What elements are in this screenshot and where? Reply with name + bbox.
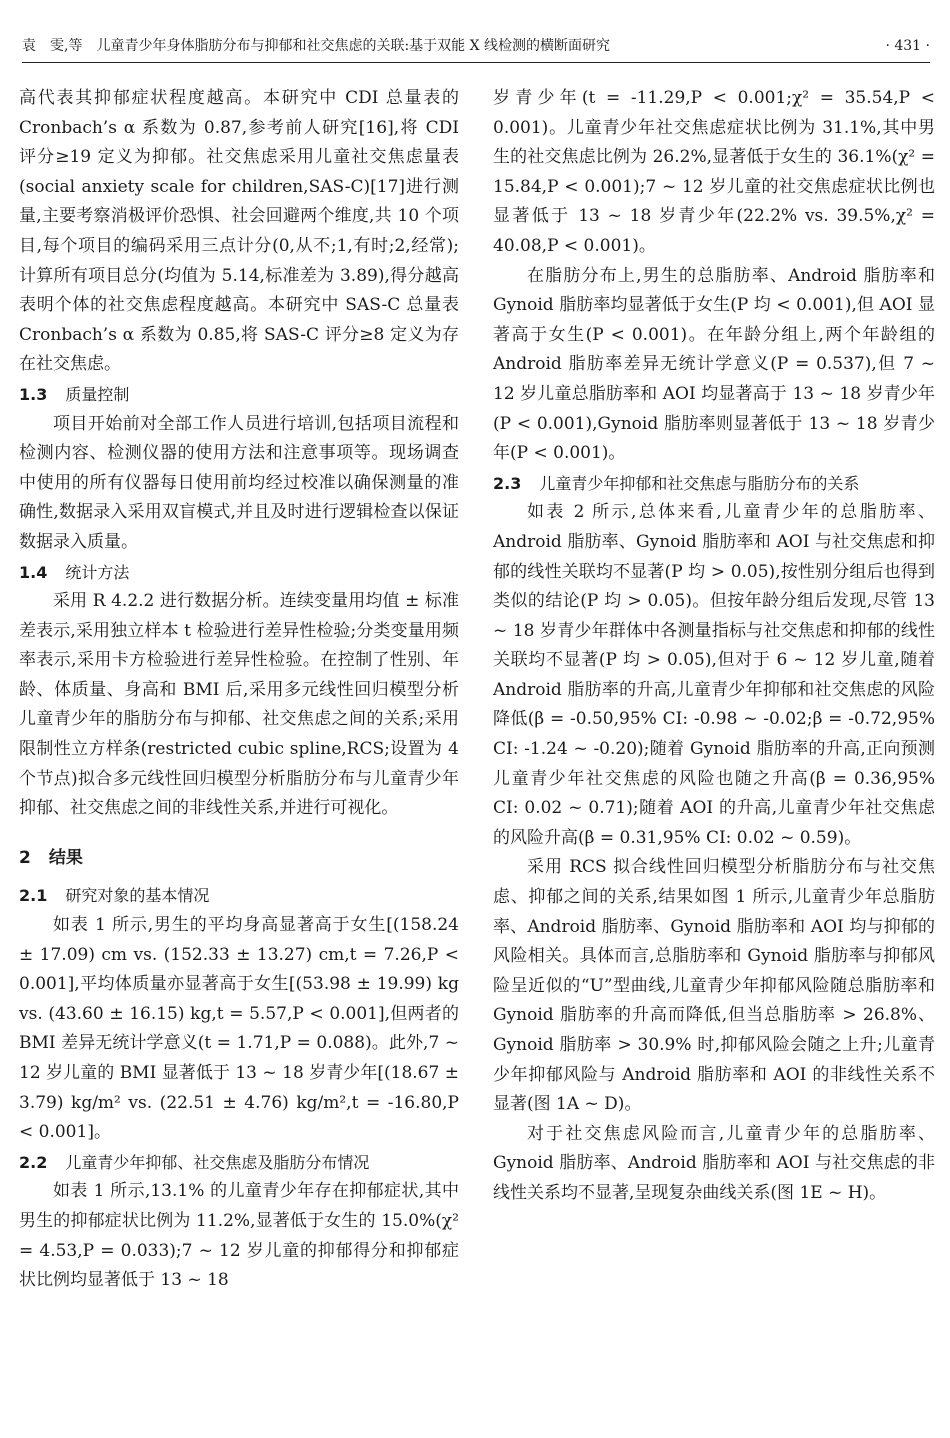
section-heading-2-1 xyxy=(19,881,459,911)
section-number: 2.2 xyxy=(19,1152,48,1172)
section-heading-2-3 xyxy=(493,469,935,499)
running-title: 袁 雯,等 儿童青少年身体脂肪分布与抑郁和社交焦虑的关联:基于双能 X 线检测的横断面研究 xyxy=(22,38,611,54)
paragraph-linear-association: 如表 2 所示,总体来看,儿童青少年的总脂肪率、Android 脂肪率、Gynoid 脂肪率和 AOI 与社交焦虑和抑郁的线性关联均不显著(P 均 > 0.05),按性别分组后也得到类似的结论(P 均 > 0.05)。但按年龄分组后发现,尽管 13 ~ 18 岁青少年群体中各测量指标与社交焦虑和抑郁的线性关联均不显著(P 均 > 0.05),但对于 6 ~ 12 岁儿童,随着 Android 脂肪率的升高,儿童青少年抑郁和社交焦虑的风险降低(β = -0.50,95% CI: -0.98 ~ -0.02;β = -0.72,95% CI: -1.24 ~ -0.20);随着 Gynoid 脂肪率的升高,正向预测儿童青少年社交焦虑的风险也随之升高(β = 0.36,95% CI: 0.02 ~ 0.71);随着 AOI 的升高,儿童青少年社交焦虑的风险升高(β = 0.31,95% CI: 0.02 ~ 0.59)。 xyxy=(493,502,935,848)
section-number: 1.3 xyxy=(19,384,48,404)
right-column xyxy=(493,84,935,1209)
section-number: 2.1 xyxy=(19,886,48,906)
paragraph-cdi-sasc: 高代表其抑郁症状程度越高。本研究中 CDI 总量表的 Cronbach’s α 系数为 0.87,参考前人研究[16],将 CDI 评分≥19 定义为抑郁。社交焦虑采用儿童社交焦虑量表(social anxiety scale for children,SAS-C)[17]进行测量,主要考察消极评价恐惧、社会回避两个维度,共 10 个项目,每个项目的编码采用三点计分(0,从不;1,有时;2,经常);计算所有项目总分(均值为 5.14,标准差为 3.89),得分越高表明个体的社交焦虑程度越高。本研究中 SAS-C 总量表 Cronbach’s α 系数为 0.85,将 SAS-C 评分≥8 定义为存在社交焦虑。 xyxy=(19,88,459,375)
paragraph-basic-info: 如表 1 所示,男生的平均身高显著高于女生[(158.24 ± 17.09) cm vs. (152.33 ± 13.27) cm,t = 7.26,P < 0.001],平均体质量亦显著高于女生[(53.98 ± 19.99) kg vs. (43.60 ± 16.15) kg,t = 5.57,P < 0.001],但两者的 BMI 差异无统计学意义(t = 1.71,P = 0.088)。此外,7 ~ 12 岁儿童的 BMI 显著低于 13 ~ 18 岁青少年[(18.67 ± 3.79) kg/m² vs. (22.51 ± 4.76) kg/m²,t = -16.80,P < 0.001]。 xyxy=(19,915,459,1143)
section-number: 2 xyxy=(19,847,31,868)
left-column xyxy=(19,84,459,1296)
section-heading-1-4 xyxy=(19,558,459,588)
section-title: 儿童青少年抑郁和社交焦虑与脂肪分布的关系 xyxy=(539,473,860,493)
page-header xyxy=(22,36,930,63)
paragraph-quality-control: 项目开始前对全部工作人员进行培训,包括项目流程和检测内容、检测仪器的使用方法和注意事项等。现场调查中使用的所有仪器每日使用前均经过校准以确保测量的准确性,数据录入采用双盲模式,并且及时进行逻辑检查以保证数据录入质量。 xyxy=(19,413,459,552)
section-title: 统计方法 xyxy=(65,562,130,582)
section-title: 结果 xyxy=(48,847,83,868)
section-title: 研究对象的基本情况 xyxy=(65,886,210,906)
paragraph-statistics: 采用 R 4.2.2 进行数据分析。连续变量用均值 ± 标准差表示,采用独立样本 t 检验进行差异性检验;分类变量用频率表示,采用卡方检验进行差异性检验。在控制了性别、年龄、体质量、身高和 BMI 后,采用多元线性回归模型分析儿童青少年的脂肪分布与抑郁、社交焦虑之间的关系;采用限制性立方样条(restricted cubic spline,RCS;设置为 4 个节点)拟合多元线性回归模型分析脂肪分布与儿童青少年抑郁、社交焦虑之间的非线性关系,并进行可视化。 xyxy=(19,591,459,819)
section-number: 1.4 xyxy=(19,562,48,582)
section-heading-1-3 xyxy=(19,380,459,410)
paragraph-anxiety-prevalence: 岁青少年(t = -11.29,P < 0.001;χ² = 35.54,P < 0.001)。儿童青少年社交焦虑症状比例为 31.1%,其中男生的社交焦虑比例为 26.2%,显著低于女生的 36.1%(χ² = 15.84,P < 0.001);7 ~ 12 岁儿童的社交焦虑症状比例也显著低于 13 ~ 18 岁青少年(22.2% vs. 39.5%,χ² = 40.08,P < 0.001)。 xyxy=(493,88,935,256)
section-heading-2 xyxy=(19,844,459,874)
paragraph-rcs-anxiety: 对于社交焦虑风险而言,儿童青少年的总脂肪率、Gynoid 脂肪率、Android 脂肪率和 AOI 与社交焦虑的非线性关系均不显著,呈现复杂曲线关系(图 1E ~ H)。 xyxy=(493,1123,935,1203)
paragraph-depression-prevalence: 如表 1 所示,13.1% 的儿童青少年存在抑郁症状,其中男生的抑郁症状比例为 11.2%,显著低于女生的 15.0%(χ² = 4.53,P = 0.033);7 ~ 12 岁儿童的抑郁得分和抑郁症状比例均显著低于 13 ~ 18 xyxy=(19,1181,459,1291)
section-number: 2.3 xyxy=(493,473,522,493)
section-title: 质量控制 xyxy=(65,384,130,404)
section-heading-2-2 xyxy=(19,1148,459,1178)
section-title: 儿童青少年抑郁、社交焦虑及脂肪分布情况 xyxy=(65,1152,370,1172)
paragraph-fat-distribution: 在脂肪分布上,男生的总脂肪率、Android 脂肪率和 Gynoid 脂肪率均显著低于女生(P 均 < 0.001),但 AOI 显著高于女生(P < 0.001)。在年龄分组上,两个年龄组的 Android 脂肪率差异无统计学意义(P = 0.537),但 7 ~ 12 岁儿童总脂肪率和 AOI 均显著高于 13 ~ 18 岁青少年(P < 0.001),Gynoid 脂肪率则显著低于 13 ~ 18 岁青少年(P < 0.001)。 xyxy=(493,265,935,464)
paragraph-rcs-depression: 采用 RCS 拟合线性回归模型分析脂肪分布与社交焦虑、抑郁之间的关系,结果如图 1 所示,儿童青少年总脂肪率、Android 脂肪率、Gynoid 脂肪率和 AOI 均与抑郁的风险相关。具体而言,总脂肪率和 Gynoid 脂肪率与抑郁风险呈近似的“U”型曲线,儿童青少年抑郁风险随总脂肪率和 Gynoid 脂肪率的升高而降低,但当总脂肪率 > 26.8%、Gynoid 脂肪率 > 30.9% 时,抑郁风险会随之上升;儿童青少年抑郁风险与 Android 脂肪率和 AOI 的非线性关系不显著(图 1A ~ D)。 xyxy=(493,857,935,1115)
page-number: · 431 · xyxy=(885,38,930,54)
